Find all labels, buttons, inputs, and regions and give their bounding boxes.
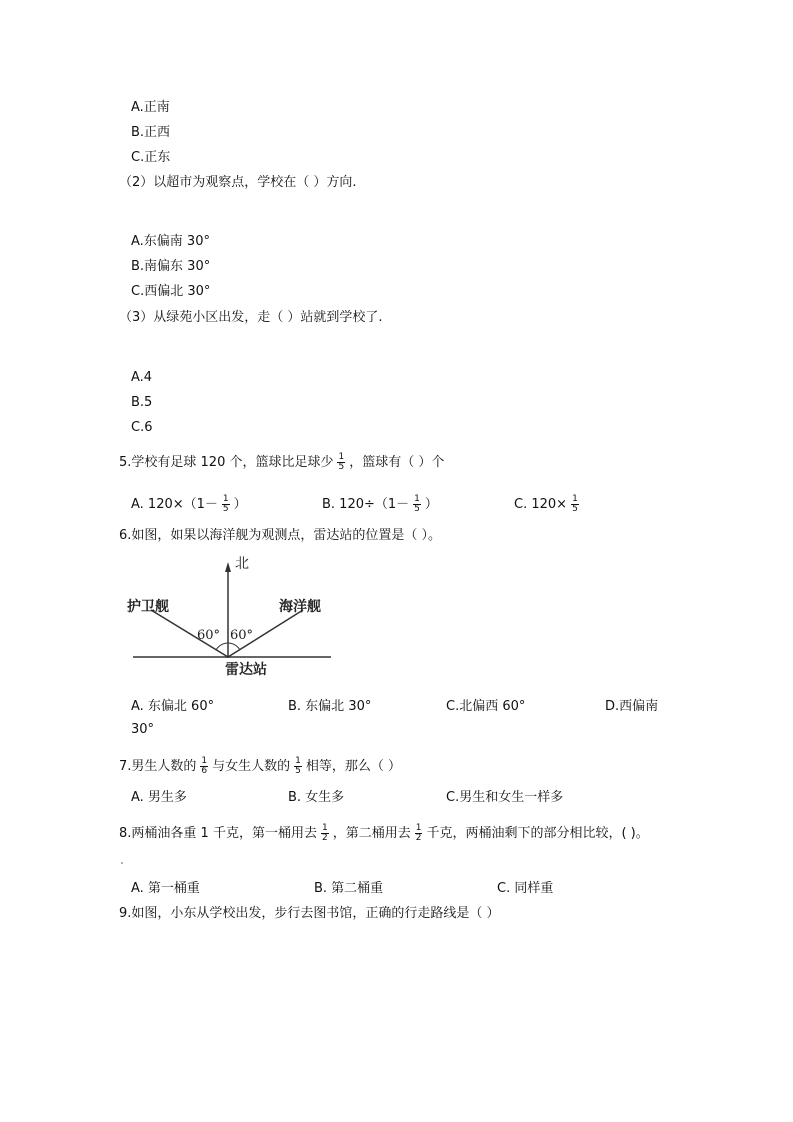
- q5-option-a-post: ）: [233, 497, 247, 512]
- fraction-numerator: 1: [321, 823, 328, 833]
- fraction-numerator: 1: [201, 756, 208, 766]
- q4-3-stem: （3）从绿苑小区出发，走（ ）站就到学校了.: [119, 310, 383, 325]
- q6-radar-figure: [121, 552, 335, 680]
- q6-option-c: C.北偏西 60°: [446, 699, 526, 714]
- q8-stem-text-c: 千克，两桶油剩下的部分相比较，( )。: [426, 826, 649, 841]
- q7-stem: [119, 757, 401, 776]
- q8-option-a: A. 第一桶重: [131, 881, 200, 896]
- q7-stem-text-c: 相等，那么（ ）: [305, 759, 402, 774]
- fraction-denominator: 5: [295, 766, 301, 776]
- q4-2-option-b: B.南偏东 30°: [131, 259, 211, 274]
- q6-option-b: B. 东偏北 30°: [288, 699, 372, 714]
- q5-stem-text-a: 5.学校有足球 120 个，篮球比足球少: [119, 455, 334, 470]
- q5-option-c-fraction: [571, 495, 579, 514]
- q7-option-a: A. 男生多: [131, 790, 187, 805]
- q7-option-b: B. 女生多: [288, 790, 345, 805]
- q4-3-option-b: B.5: [131, 395, 153, 410]
- fraction-denominator: 2: [415, 833, 422, 843]
- q5-stem-text-b: ，篮球有（ ）个: [349, 455, 445, 470]
- q7-fraction-2: [294, 757, 302, 776]
- q8-option-b: B. 第二桶重: [314, 881, 384, 896]
- fraction-denominator: 6: [201, 766, 208, 776]
- q4-1-option-c: C.正东: [131, 150, 171, 165]
- q5-option-a-fraction: [222, 495, 230, 514]
- q4-1-option-a: A.正南: [131, 100, 170, 115]
- q5-option-b-fraction: [413, 495, 421, 514]
- right-ship-label: 海洋舰: [279, 599, 321, 615]
- q4-2-option-a: A.东偏南 30°: [131, 234, 210, 249]
- q6-option-d-continued: 30°: [131, 722, 155, 737]
- q7-option-c: C.男生和女生一样多: [446, 790, 564, 805]
- stray-dot: [121, 862, 123, 864]
- fraction-numerator: 1: [415, 823, 422, 833]
- q5-fraction: [337, 453, 345, 472]
- q4-1-option-b: B.正西: [131, 125, 171, 140]
- q5-option-a: [131, 495, 247, 514]
- fraction-numerator: 1: [572, 494, 578, 504]
- q4-3-option-a: A.4: [131, 370, 153, 385]
- fraction-numerator: 1: [222, 494, 229, 504]
- q8-option-c: C. 同样重: [497, 881, 554, 896]
- q4-3-option-c: C.6: [131, 420, 153, 435]
- fraction-numerator: 1: [295, 756, 301, 766]
- q8-fraction-2: [415, 824, 423, 843]
- left-ship-label: 护卫舰: [127, 599, 169, 615]
- fraction-denominator: 5: [572, 504, 578, 514]
- q9-stem: 9.如图，小东从学校出发，步行去图书馆，正确的行走路线是（ ）: [119, 906, 500, 921]
- fraction-denominator: 5: [414, 504, 420, 514]
- q5-option-a-pre: A. 120×（1－: [131, 497, 218, 512]
- fraction-denominator: 5: [222, 504, 229, 514]
- q7-fraction-1: [200, 757, 208, 776]
- q4-2-option-c: C.西偏北 30°: [131, 284, 211, 299]
- q8-fraction-1: [321, 824, 329, 843]
- q5-stem: [119, 453, 444, 472]
- fraction-numerator: 1: [338, 452, 345, 462]
- fraction-denominator: 5: [338, 462, 345, 472]
- q7-stem-text-a: 7.男生人数的: [119, 759, 197, 774]
- q6-option-a: A. 东偏北 60°: [131, 699, 215, 714]
- q6-option-d: D.西偏南: [605, 699, 659, 714]
- north-label: 北: [235, 556, 249, 572]
- q5-option-c-pre: C. 120×: [514, 497, 568, 512]
- q5-option-b-pre: B. 120÷（1－: [322, 497, 410, 512]
- q8-stem-text-a: 8.两桶油各重 1 千克，第一桶用去: [119, 826, 317, 841]
- q8-stem: [119, 824, 649, 843]
- q7-stem-text-b: 与女生人数的: [212, 759, 291, 774]
- fraction-numerator: 1: [414, 494, 420, 504]
- q8-stem-text-b: ，第二桶用去: [332, 826, 411, 841]
- angle-right-label: 60°: [230, 628, 254, 643]
- q6-stem: 6.如图，如果以海洋舰为观测点，雷达站的位置是（ ）。: [119, 528, 442, 543]
- q4-2-stem: （2）以超市为观察点，学校在（ ）方向.: [119, 175, 357, 190]
- angle-left-label: 60°: [197, 628, 221, 643]
- north-arrow-icon: [225, 562, 231, 572]
- q5-option-c: [514, 495, 583, 514]
- station-label: 雷达站: [225, 662, 267, 678]
- angle-arc-left: [216, 643, 228, 650]
- angle-arc-right: [228, 643, 240, 650]
- fraction-denominator: 2: [321, 833, 328, 843]
- q5-option-b: [322, 495, 438, 514]
- q5-option-b-post: ）: [424, 497, 438, 512]
